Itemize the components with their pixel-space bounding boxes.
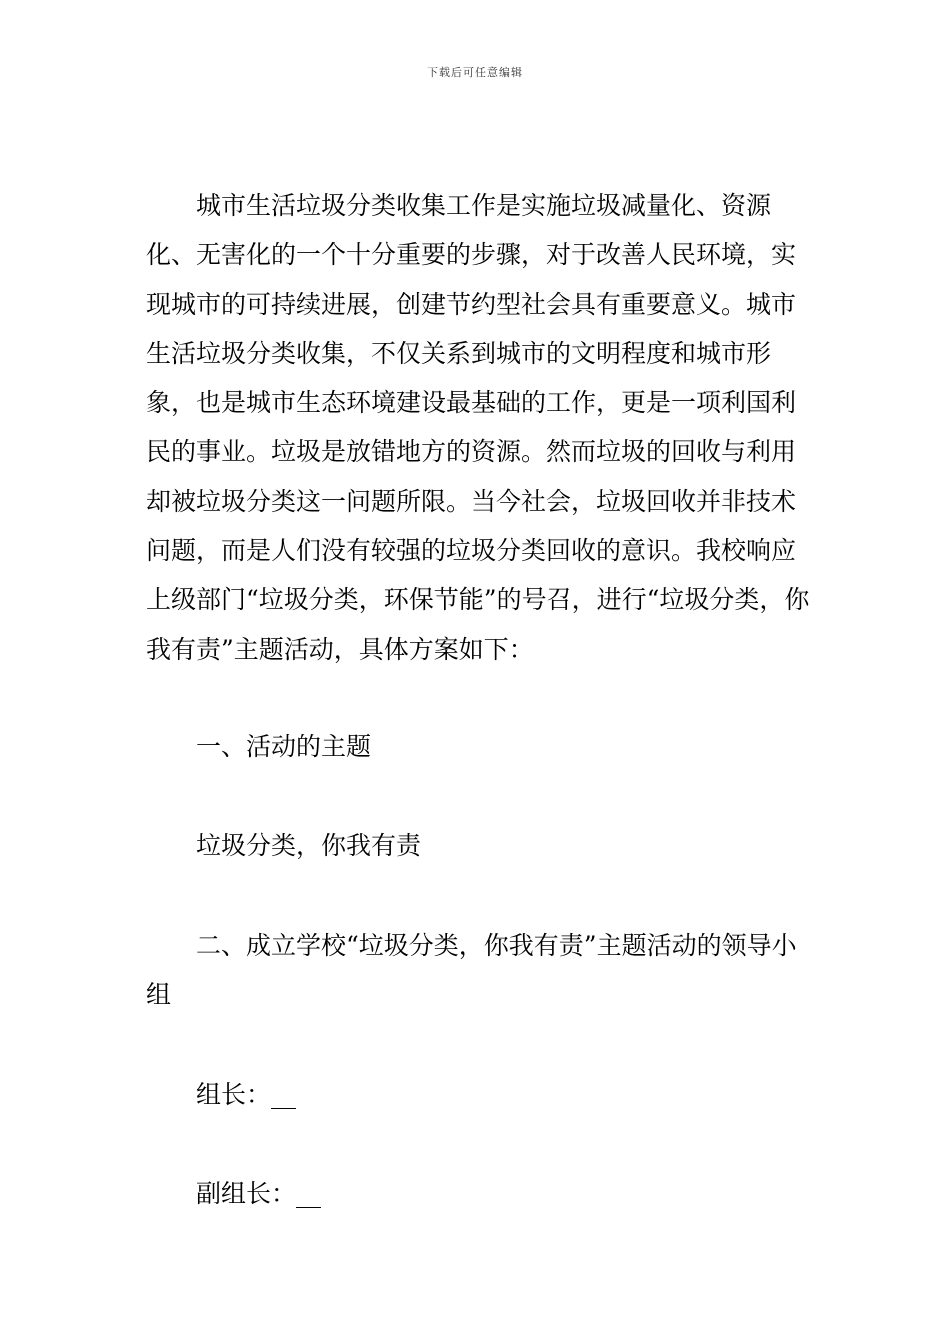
deputy-leader-field: 副组长：__: [196, 1179, 322, 1208]
download-note: 下载后可任意编辑: [427, 66, 523, 79]
section1-body: 垃圾分类，你我有责: [196, 831, 422, 860]
section1-heading: 一、活动的主题: [196, 732, 372, 761]
intro-paragraph: 城市生活垃圾分类收集工作是实施垃圾减量化、资源化、无害化的一个十分重要的步骤，对于改善人民环境，实现城市的可持续进展，创建节约型社会具有重要意义。城市生活垃圾分类收集，不仅关系到城市的文明程度和城市形象，也是城市生态环境建设最基础的工作，更是一项利国利民的事业。垃圾是放错地方的资源。然而垃圾的回收与利用却被垃圾分类这一问题所限。当今社会，垃圾回收并非技术问题，而是人们没有较强的垃圾分类回收的意识。我校响应上级部门“垃圾分类，环保节能”的号召，进行“垃圾分类，你我有责”主题活动，具体方案如下：: [146, 191, 810, 664]
leader-field: 组长：__: [196, 1080, 297, 1109]
section2-heading: 二、成立学校“垃圾分类，你我有责”主题活动的领导小组: [146, 931, 797, 1010]
